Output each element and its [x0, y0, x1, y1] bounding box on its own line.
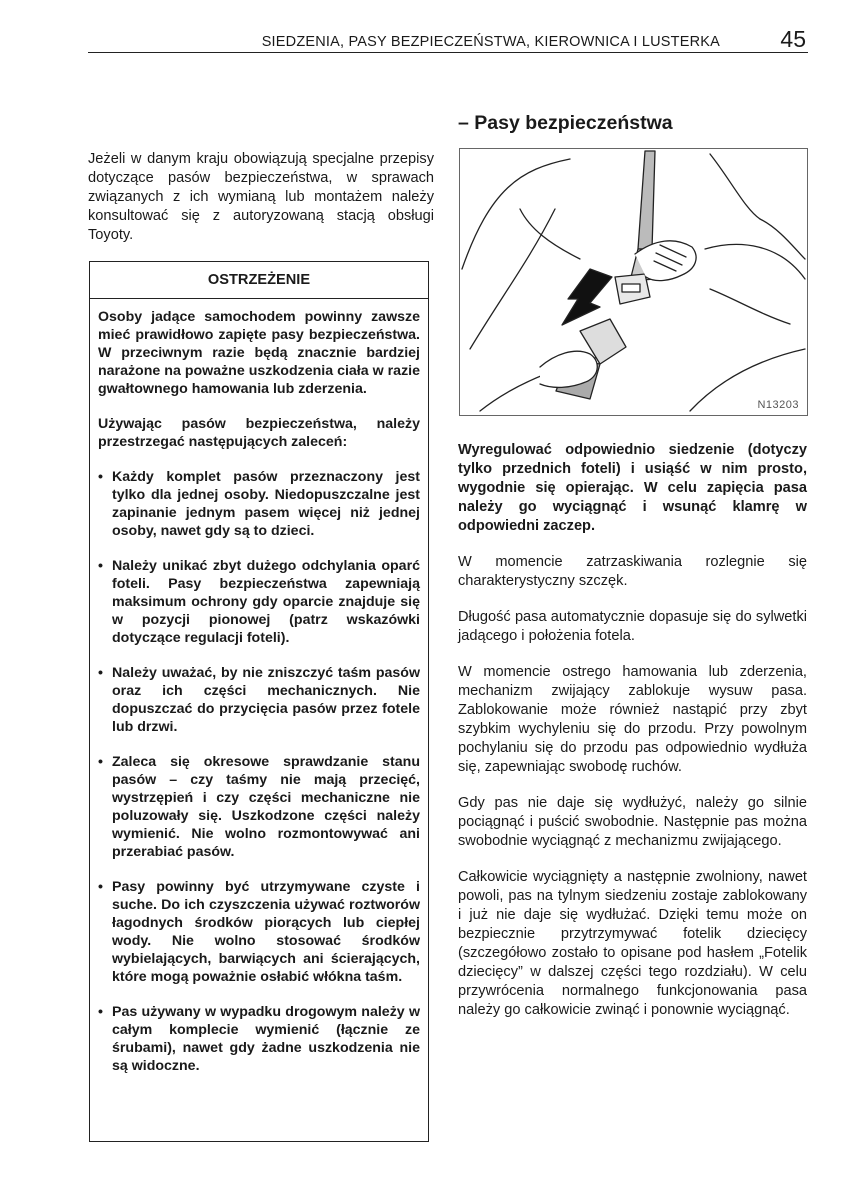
page-header	[88, 26, 808, 52]
bullet-icon: •	[98, 469, 103, 485]
warning-paragraph: Używając pasów bezpieczeństwa, należy przestrzegać następujących zaleceń:	[98, 416, 420, 450]
header-rule	[88, 52, 808, 53]
bullet-icon: •	[98, 1004, 103, 1020]
warning-bullet	[98, 1003, 420, 1075]
page-number: 45	[780, 26, 806, 52]
warning-bullet	[98, 468, 420, 540]
section-title: – Pasy bezpieczeństwa	[458, 112, 673, 134]
warning-title: OSTRZEŻENIE	[207, 272, 311, 288]
seatbelt-illustration	[459, 148, 808, 416]
bullet-text: Należy uważać, by nie zniszczyć taśm pasów oraz ich części mechanicznych. Nie dopuszczać do przycięcia pasów przez fotele lub drzwi.	[112, 665, 420, 735]
bullet-text: Pasy powinny być utrzymywane czyste i suche. Do ich czyszczenia używać roztworów łagodnych środków piorących lub ciepłej wody. Nie wolno stosować środków wybielających, barwiących ani ścierających, które mogą poważnie osłabić włókna taśm.	[112, 879, 420, 985]
warning-paragraph: Osoby jadące samochodem powinny zawsze mieć prawidłowo zapięte pasy bezpieczeństwa. W przeciwnym razie będą znacznie bardziej narażone na poważne uszkodzenia ciała w razie gwałtownego hamowania lub zderzenia.	[98, 309, 420, 397]
bullet-icon: •	[98, 754, 103, 770]
warning-bullet	[98, 753, 420, 861]
body-paragraph: Długość pasa automatycznie dopasuje się do sylwetki jadącego i położenia fotela.	[458, 609, 807, 644]
chapter-title: SIEDZENIA, PASY BEZPIECZEŃSTWA, KIEROWNICA I LUSTERKA	[261, 34, 720, 50]
warning-box	[89, 261, 429, 1142]
body-paragraph: Całkowicie wyciągnięty a następnie zwolniony, nawet powoli, pas na tylnym siedzeniu zostaje zablokowany i już nie daje się wydłużać. Dzięki temu może on bezpiecznie przytrzymywać fotelik dziecięcy (szczegółowo zostało to opisane pod hasłem „Fotelik dziecięcy” w dalszej części tego rozdziału). W celu przywrócenia normalnego funkcjonowania pasa należy go całkowicie zwinąć i ponownie wyciągnąć.	[458, 869, 807, 1018]
seatbelt-buckle-drawing	[460, 149, 807, 415]
instruction-bold-paragraph: Wyregulować odpowiednio siedzenie (dotyczy tylko przednich foteli) i usiąść w nim prosto, wygodnie się opierając. W celu zapięcia pasa należy go wyciągnąć i wsunąć klamrę w odpowiedni zaczep.	[458, 442, 807, 534]
bullet-text: Zaleca się okresowe sprawdzanie stanu pasów – czy taśmy nie mają przecięć, wystrzępień i czy części mechaniczne nie poluzowały się. Uszkodzone części należy wymienić. Nie wolno rozmontowywać ani przerabiać pasów.	[112, 754, 420, 860]
bullet-icon: •	[98, 665, 103, 681]
bullet-text: Należy unikać zbyt dużego odchylania oparć foteli. Pasy bezpieczeństwa zapewniają maksimum ochrony gdy oparcie znajduje się w pozycji pionowej (patrz wskazówki dotyczące regulacji foteli).	[112, 558, 420, 646]
warning-bullet	[98, 664, 420, 736]
bullet-text: Każdy komplet pasów przeznaczony jest tylko dla jednej osoby. Niedopuszczalne jest zapinanie jednym pasem więcej niż jednej osoby, nawet gdy są to dzieci.	[112, 469, 420, 539]
intro-paragraph: Jeżeli w danym kraju obowiązują specjalne przepisy dotyczące pasów bezpieczeństwa, w sprawach związanych z ich wymianą lub montażem należy konsultować się z autoryzowaną stacją obsługi Toyoty.	[88, 151, 434, 243]
body-paragraph: W momencie zatrzaskiwania rozlegnie się charakterystyczny szczęk.	[458, 554, 807, 589]
warning-content	[98, 308, 420, 1092]
warning-title-rule	[90, 298, 428, 299]
bullet-icon: •	[98, 558, 103, 574]
warning-bullet-list	[98, 468, 420, 1075]
body-paragraph: W momencie ostrego hamowania lub zderzenia, mechanizm zwijający zablokuje wysuw pasa. Zablokowanie może również nastąpić przy zbyt szybkim wychyleniu się do przodu. Przy powolnym pochylaniu się do przodu pas odpowiednio wydłuża się, zapewniając swobodę ruchów.	[458, 664, 807, 775]
bullet-text: Pas używany w wypadku drogowym należy w całym komplecie wymienić (łącznie ze śrubami), nawet gdy żadne uszkodzenia nie są widoczne.	[112, 1004, 420, 1074]
figure-code: N13203	[757, 399, 799, 411]
warning-bullet	[98, 557, 420, 647]
bullet-icon: •	[98, 879, 103, 895]
warning-bullet	[98, 878, 420, 986]
body-paragraph: Gdy pas nie daje się wydłużyć, należy go silnie pociągnąć i puścić swobodnie. Następnie pas można swobodnie wyciągnąć z mechanizmu zwijającego.	[458, 795, 807, 849]
right-column-text	[458, 441, 807, 1037]
